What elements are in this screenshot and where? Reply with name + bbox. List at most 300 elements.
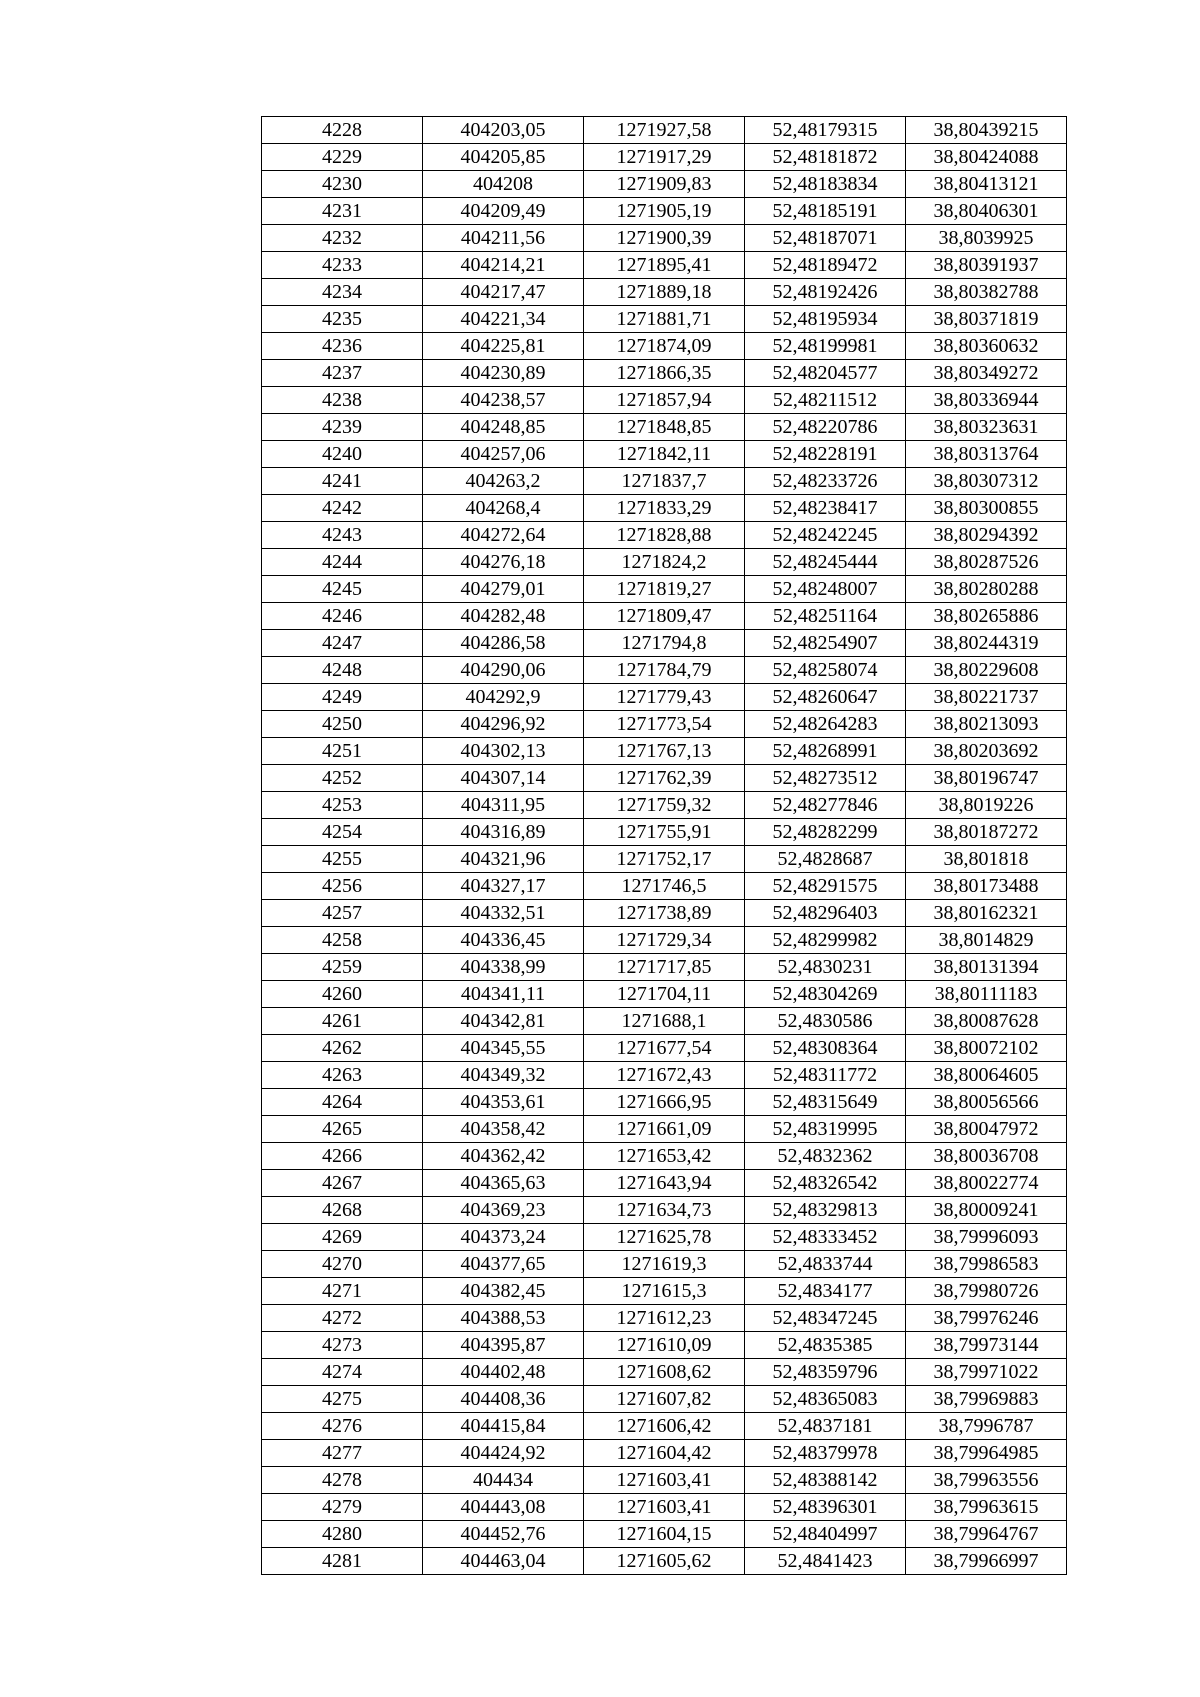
latitude-cell: 52,48248007 [745,576,906,603]
longitude-cell: 38,79966997 [906,1548,1067,1575]
y-coordinate-cell: 1271704,11 [584,981,745,1008]
point-number-cell: 4278 [262,1467,423,1494]
y-coordinate-cell: 1271643,94 [584,1170,745,1197]
table-row [262,846,1067,873]
latitude-cell: 52,48179315 [745,117,906,144]
point-number-cell: 4264 [262,1089,423,1116]
point-number-cell: 4281 [262,1548,423,1575]
table-row [262,981,1067,1008]
longitude-cell: 38,80196747 [906,765,1067,792]
longitude-cell: 38,79969883 [906,1386,1067,1413]
table-row [262,927,1067,954]
latitude-cell: 52,4841423 [745,1548,906,1575]
point-number-cell: 4274 [262,1359,423,1386]
point-number-cell: 4276 [262,1413,423,1440]
x-coordinate-cell: 404353,61 [423,1089,584,1116]
x-coordinate-cell: 404276,18 [423,549,584,576]
point-number-cell: 4273 [262,1332,423,1359]
table-row [262,576,1067,603]
x-coordinate-cell: 404230,89 [423,360,584,387]
x-coordinate-cell: 404208 [423,171,584,198]
x-coordinate-cell: 404382,45 [423,1278,584,1305]
table-row [262,711,1067,738]
x-coordinate-cell: 404408,36 [423,1386,584,1413]
latitude-cell: 52,48333452 [745,1224,906,1251]
latitude-cell: 52,48291575 [745,873,906,900]
table-row [262,603,1067,630]
latitude-cell: 52,48379978 [745,1440,906,1467]
table-row [262,765,1067,792]
y-coordinate-cell: 1271848,85 [584,414,745,441]
y-coordinate-cell: 1271773,54 [584,711,745,738]
table-row [262,1494,1067,1521]
table-row [262,1467,1067,1494]
point-number-cell: 4248 [262,657,423,684]
y-coordinate-cell: 1271612,23 [584,1305,745,1332]
table-row [262,1224,1067,1251]
table-row [262,657,1067,684]
longitude-cell: 38,80111183 [906,981,1067,1008]
longitude-cell: 38,801818 [906,846,1067,873]
x-coordinate-cell: 404296,92 [423,711,584,738]
y-coordinate-cell: 1271738,89 [584,900,745,927]
longitude-cell: 38,80009241 [906,1197,1067,1224]
x-coordinate-cell: 404424,92 [423,1440,584,1467]
y-coordinate-cell: 1271605,62 [584,1548,745,1575]
y-coordinate-cell: 1271619,3 [584,1251,745,1278]
latitude-cell: 52,48199981 [745,333,906,360]
y-coordinate-cell: 1271746,5 [584,873,745,900]
y-coordinate-cell: 1271688,1 [584,1008,745,1035]
x-coordinate-cell: 404203,05 [423,117,584,144]
point-number-cell: 4246 [262,603,423,630]
x-coordinate-cell: 404221,34 [423,306,584,333]
x-coordinate-cell: 404225,81 [423,333,584,360]
longitude-cell: 38,79971022 [906,1359,1067,1386]
x-coordinate-cell: 404307,14 [423,765,584,792]
point-number-cell: 4269 [262,1224,423,1251]
longitude-cell: 38,80382788 [906,279,1067,306]
point-number-cell: 4250 [262,711,423,738]
table-row [262,279,1067,306]
x-coordinate-cell: 404336,45 [423,927,584,954]
longitude-cell: 38,79963556 [906,1467,1067,1494]
x-coordinate-cell: 404257,06 [423,441,584,468]
latitude-cell: 52,48242245 [745,522,906,549]
longitude-cell: 38,79963615 [906,1494,1067,1521]
table-row [262,1521,1067,1548]
point-number-cell: 4262 [262,1035,423,1062]
point-number-cell: 4231 [262,198,423,225]
latitude-cell: 52,4834177 [745,1278,906,1305]
longitude-cell: 38,80213093 [906,711,1067,738]
latitude-cell: 52,48233726 [745,468,906,495]
longitude-cell: 38,80173488 [906,873,1067,900]
latitude-cell: 52,48220786 [745,414,906,441]
point-number-cell: 4233 [262,252,423,279]
table-row [262,306,1067,333]
latitude-cell: 52,48315649 [745,1089,906,1116]
point-number-cell: 4277 [262,1440,423,1467]
latitude-cell: 52,48254907 [745,630,906,657]
table-row [262,1089,1067,1116]
longitude-cell: 38,80313764 [906,441,1067,468]
latitude-cell: 52,48187071 [745,225,906,252]
latitude-cell: 52,48396301 [745,1494,906,1521]
latitude-cell: 52,4830231 [745,954,906,981]
y-coordinate-cell: 1271717,85 [584,954,745,981]
coordinates-table [261,116,1067,1575]
y-coordinate-cell: 1271634,73 [584,1197,745,1224]
x-coordinate-cell: 404395,87 [423,1332,584,1359]
latitude-cell: 52,4830586 [745,1008,906,1035]
x-coordinate-cell: 404292,9 [423,684,584,711]
table-row [262,792,1067,819]
point-number-cell: 4272 [262,1305,423,1332]
x-coordinate-cell: 404332,51 [423,900,584,927]
y-coordinate-cell: 1271866,35 [584,360,745,387]
y-coordinate-cell: 1271824,2 [584,549,745,576]
latitude-cell: 52,48258074 [745,657,906,684]
point-number-cell: 4241 [262,468,423,495]
point-number-cell: 4236 [262,333,423,360]
latitude-cell: 52,48296403 [745,900,906,927]
longitude-cell: 38,80439215 [906,117,1067,144]
x-coordinate-cell: 404205,85 [423,144,584,171]
y-coordinate-cell: 1271784,79 [584,657,745,684]
y-coordinate-cell: 1271927,58 [584,117,745,144]
y-coordinate-cell: 1271606,42 [584,1413,745,1440]
latitude-cell: 52,48189472 [745,252,906,279]
table-row [262,954,1067,981]
table-row [262,1035,1067,1062]
longitude-cell: 38,80087628 [906,1008,1067,1035]
latitude-cell: 52,48359796 [745,1359,906,1386]
latitude-cell: 52,48347245 [745,1305,906,1332]
longitude-cell: 38,80360632 [906,333,1067,360]
y-coordinate-cell: 1271794,8 [584,630,745,657]
latitude-cell: 52,48268991 [745,738,906,765]
latitude-cell: 52,48211512 [745,387,906,414]
table-row [262,1332,1067,1359]
x-coordinate-cell: 404341,11 [423,981,584,1008]
longitude-cell: 38,7996787 [906,1413,1067,1440]
longitude-cell: 38,80036708 [906,1143,1067,1170]
x-coordinate-cell: 404316,89 [423,819,584,846]
point-number-cell: 4243 [262,522,423,549]
point-number-cell: 4252 [262,765,423,792]
y-coordinate-cell: 1271604,15 [584,1521,745,1548]
longitude-cell: 38,80406301 [906,198,1067,225]
table-row [262,1359,1067,1386]
point-number-cell: 4261 [262,1008,423,1035]
longitude-cell: 38,8039925 [906,225,1067,252]
x-coordinate-cell: 404342,81 [423,1008,584,1035]
table-row [262,1143,1067,1170]
y-coordinate-cell: 1271653,42 [584,1143,745,1170]
x-coordinate-cell: 404377,65 [423,1251,584,1278]
point-number-cell: 4258 [262,927,423,954]
latitude-cell: 52,48251164 [745,603,906,630]
point-number-cell: 4251 [262,738,423,765]
y-coordinate-cell: 1271752,17 [584,846,745,873]
point-number-cell: 4238 [262,387,423,414]
table-row [262,171,1067,198]
longitude-cell: 38,80307312 [906,468,1067,495]
x-coordinate-cell: 404415,84 [423,1413,584,1440]
x-coordinate-cell: 404290,06 [423,657,584,684]
latitude-cell: 52,48183834 [745,171,906,198]
x-coordinate-cell: 404209,49 [423,198,584,225]
latitude-cell: 52,48181872 [745,144,906,171]
y-coordinate-cell: 1271889,18 [584,279,745,306]
latitude-cell: 52,48264283 [745,711,906,738]
point-number-cell: 4270 [262,1251,423,1278]
y-coordinate-cell: 1271819,27 [584,576,745,603]
x-coordinate-cell: 404211,56 [423,225,584,252]
longitude-cell: 38,80300855 [906,495,1067,522]
point-number-cell: 4244 [262,549,423,576]
latitude-cell: 52,48185191 [745,198,906,225]
latitude-cell: 52,4833744 [745,1251,906,1278]
longitude-cell: 38,80265886 [906,603,1067,630]
y-coordinate-cell: 1271661,09 [584,1116,745,1143]
table-row [262,117,1067,144]
latitude-cell: 52,48238417 [745,495,906,522]
longitude-cell: 38,80221737 [906,684,1067,711]
x-coordinate-cell: 404443,08 [423,1494,584,1521]
y-coordinate-cell: 1271755,91 [584,819,745,846]
longitude-cell: 38,80187272 [906,819,1067,846]
y-coordinate-cell: 1271881,71 [584,306,745,333]
longitude-cell: 38,80131394 [906,954,1067,981]
y-coordinate-cell: 1271900,39 [584,225,745,252]
latitude-cell: 52,4835385 [745,1332,906,1359]
latitude-cell: 52,4832362 [745,1143,906,1170]
y-coordinate-cell: 1271672,43 [584,1062,745,1089]
point-number-cell: 4240 [262,441,423,468]
longitude-cell: 38,8019226 [906,792,1067,819]
y-coordinate-cell: 1271666,95 [584,1089,745,1116]
y-coordinate-cell: 1271759,32 [584,792,745,819]
table-row [262,441,1067,468]
point-number-cell: 4234 [262,279,423,306]
point-number-cell: 4228 [262,117,423,144]
latitude-cell: 52,4837181 [745,1413,906,1440]
latitude-cell: 52,48204577 [745,360,906,387]
longitude-cell: 38,8014829 [906,927,1067,954]
table-row [262,225,1067,252]
table-row [262,549,1067,576]
point-number-cell: 4255 [262,846,423,873]
latitude-cell: 52,4828687 [745,846,906,873]
table-row [262,738,1067,765]
longitude-cell: 38,79976246 [906,1305,1067,1332]
y-coordinate-cell: 1271607,82 [584,1386,745,1413]
x-coordinate-cell: 404311,95 [423,792,584,819]
point-number-cell: 4232 [262,225,423,252]
y-coordinate-cell: 1271909,83 [584,171,745,198]
y-coordinate-cell: 1271842,11 [584,441,745,468]
y-coordinate-cell: 1271895,41 [584,252,745,279]
longitude-cell: 38,80203692 [906,738,1067,765]
x-coordinate-cell: 404238,57 [423,387,584,414]
latitude-cell: 52,48304269 [745,981,906,1008]
y-coordinate-cell: 1271604,42 [584,1440,745,1467]
point-number-cell: 4257 [262,900,423,927]
y-coordinate-cell: 1271625,78 [584,1224,745,1251]
x-coordinate-cell: 404302,13 [423,738,584,765]
x-coordinate-cell: 404358,42 [423,1116,584,1143]
table-row [262,387,1067,414]
table-row [262,468,1067,495]
table-row [262,1170,1067,1197]
longitude-cell: 38,80424088 [906,144,1067,171]
y-coordinate-cell: 1271837,7 [584,468,745,495]
x-coordinate-cell: 404327,17 [423,873,584,900]
y-coordinate-cell: 1271905,19 [584,198,745,225]
table-row [262,1197,1067,1224]
longitude-cell: 38,80072102 [906,1035,1067,1062]
point-number-cell: 4242 [262,495,423,522]
point-number-cell: 4245 [262,576,423,603]
latitude-cell: 52,48388142 [745,1467,906,1494]
x-coordinate-cell: 404282,48 [423,603,584,630]
longitude-cell: 38,80323631 [906,414,1067,441]
longitude-cell: 38,80371819 [906,306,1067,333]
point-number-cell: 4267 [262,1170,423,1197]
point-number-cell: 4275 [262,1386,423,1413]
y-coordinate-cell: 1271833,29 [584,495,745,522]
point-number-cell: 4271 [262,1278,423,1305]
point-number-cell: 4235 [262,306,423,333]
latitude-cell: 52,48195934 [745,306,906,333]
x-coordinate-cell: 404345,55 [423,1035,584,1062]
x-coordinate-cell: 404272,64 [423,522,584,549]
table-row [262,900,1067,927]
x-coordinate-cell: 404365,63 [423,1170,584,1197]
table-row [262,1251,1067,1278]
point-number-cell: 4256 [262,873,423,900]
table-row [262,1008,1067,1035]
latitude-cell: 52,48329813 [745,1197,906,1224]
y-coordinate-cell: 1271809,47 [584,603,745,630]
table-row [262,360,1067,387]
table-row [262,1413,1067,1440]
y-coordinate-cell: 1271857,94 [584,387,745,414]
x-coordinate-cell: 404217,47 [423,279,584,306]
point-number-cell: 4247 [262,630,423,657]
point-number-cell: 4249 [262,684,423,711]
longitude-cell: 38,80022774 [906,1170,1067,1197]
point-number-cell: 4239 [262,414,423,441]
latitude-cell: 52,48404997 [745,1521,906,1548]
point-number-cell: 4280 [262,1521,423,1548]
x-coordinate-cell: 404362,42 [423,1143,584,1170]
x-coordinate-cell: 404434 [423,1467,584,1494]
coordinates-table-body [262,117,1067,1575]
y-coordinate-cell: 1271603,41 [584,1494,745,1521]
point-number-cell: 4265 [262,1116,423,1143]
x-coordinate-cell: 404263,2 [423,468,584,495]
x-coordinate-cell: 404338,99 [423,954,584,981]
latitude-cell: 52,48273512 [745,765,906,792]
x-coordinate-cell: 404402,48 [423,1359,584,1386]
longitude-cell: 38,80047972 [906,1116,1067,1143]
y-coordinate-cell: 1271610,09 [584,1332,745,1359]
table-row [262,495,1067,522]
latitude-cell: 52,48245444 [745,549,906,576]
y-coordinate-cell: 1271767,13 [584,738,745,765]
y-coordinate-cell: 1271608,62 [584,1359,745,1386]
table-row [262,1386,1067,1413]
x-coordinate-cell: 404349,32 [423,1062,584,1089]
latitude-cell: 52,48192426 [745,279,906,306]
longitude-cell: 38,80336944 [906,387,1067,414]
longitude-cell: 38,80349272 [906,360,1067,387]
x-coordinate-cell: 404452,76 [423,1521,584,1548]
longitude-cell: 38,79973144 [906,1332,1067,1359]
y-coordinate-cell: 1271874,09 [584,333,745,360]
table-row [262,414,1067,441]
x-coordinate-cell: 404214,21 [423,252,584,279]
table-row [262,819,1067,846]
x-coordinate-cell: 404373,24 [423,1224,584,1251]
x-coordinate-cell: 404248,85 [423,414,584,441]
x-coordinate-cell: 404463,04 [423,1548,584,1575]
x-coordinate-cell: 404388,53 [423,1305,584,1332]
longitude-cell: 38,80391937 [906,252,1067,279]
y-coordinate-cell: 1271603,41 [584,1467,745,1494]
longitude-cell: 38,79964985 [906,1440,1067,1467]
longitude-cell: 38,80229608 [906,657,1067,684]
table-row [262,522,1067,549]
latitude-cell: 52,48260647 [745,684,906,711]
table-row [262,333,1067,360]
y-coordinate-cell: 1271729,34 [584,927,745,954]
longitude-cell: 38,79980726 [906,1278,1067,1305]
latitude-cell: 52,48311772 [745,1062,906,1089]
y-coordinate-cell: 1271762,39 [584,765,745,792]
longitude-cell: 38,80064605 [906,1062,1067,1089]
longitude-cell: 38,80413121 [906,171,1067,198]
longitude-cell: 38,79996093 [906,1224,1067,1251]
point-number-cell: 4279 [262,1494,423,1521]
table-row [262,684,1067,711]
x-coordinate-cell: 404268,4 [423,495,584,522]
y-coordinate-cell: 1271828,88 [584,522,745,549]
latitude-cell: 52,48326542 [745,1170,906,1197]
longitude-cell: 38,79986583 [906,1251,1067,1278]
longitude-cell: 38,80162321 [906,900,1067,927]
latitude-cell: 52,48308364 [745,1035,906,1062]
longitude-cell: 38,80294392 [906,522,1067,549]
x-coordinate-cell: 404286,58 [423,630,584,657]
table-row [262,252,1067,279]
point-number-cell: 4263 [262,1062,423,1089]
point-number-cell: 4268 [262,1197,423,1224]
latitude-cell: 52,48299982 [745,927,906,954]
longitude-cell: 38,80244319 [906,630,1067,657]
table-row [262,144,1067,171]
point-number-cell: 4230 [262,171,423,198]
point-number-cell: 4237 [262,360,423,387]
table-row [262,1305,1067,1332]
latitude-cell: 52,48365083 [745,1386,906,1413]
table-row [262,1062,1067,1089]
latitude-cell: 52,48319995 [745,1116,906,1143]
point-number-cell: 4229 [262,144,423,171]
